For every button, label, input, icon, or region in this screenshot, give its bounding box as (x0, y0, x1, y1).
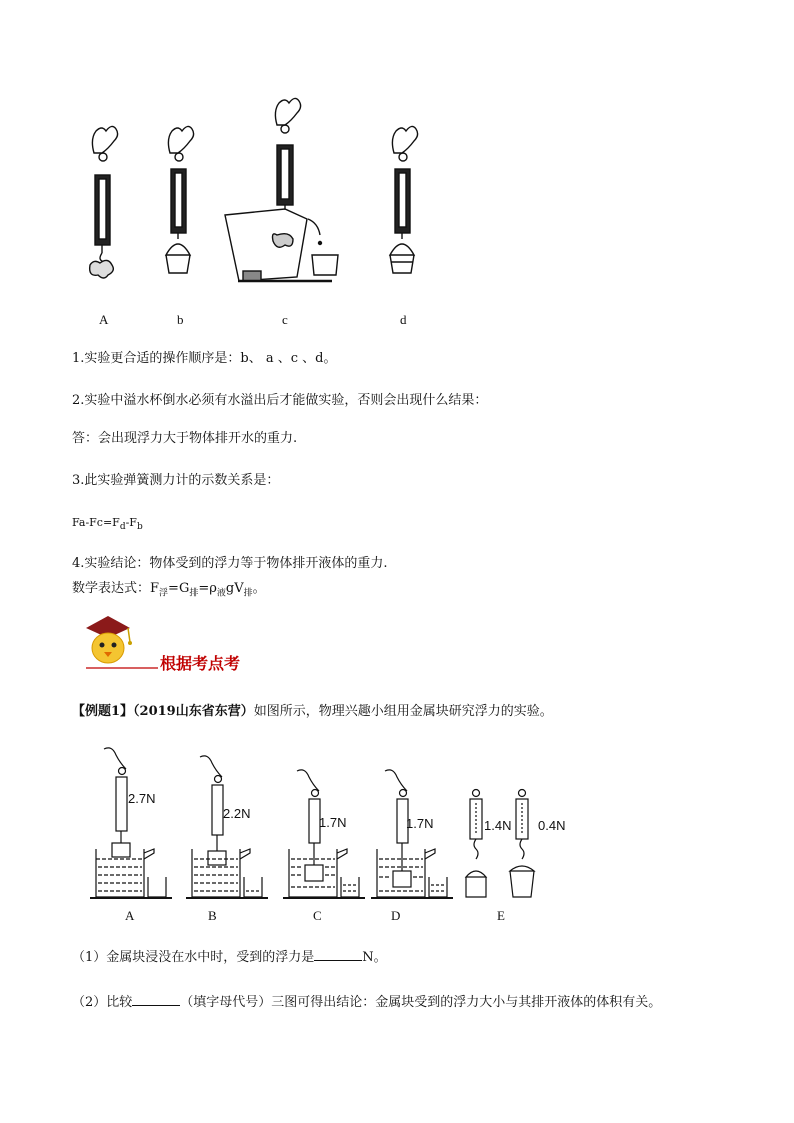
graduate-mascot-icon (78, 612, 158, 672)
figure2-label-d: D (391, 908, 401, 923)
question-3: 3.此实验弹簧测力计的示数关系是： (72, 473, 280, 488)
setup-b (186, 756, 268, 898)
spring-scale-a (90, 126, 118, 278)
figure2-label-b: B (208, 908, 217, 923)
sub-question-1-suffix: N。 (362, 950, 387, 965)
formula-part: -F (125, 516, 137, 529)
spring-scale-c (225, 98, 338, 281)
formula-part: =ρ (198, 581, 217, 596)
reading-b: 2.2N (223, 806, 251, 821)
example-source: （2019山东省东营） (133, 704, 254, 719)
question-2-answer: 答：会出现浮力大于物体排开水的重力. (72, 431, 298, 446)
reading-d: 1.7N (406, 816, 434, 831)
example-tag: 【例题1】 (72, 704, 134, 719)
formula-part: 数学表达式：F (72, 581, 160, 596)
setup-e (466, 790, 534, 898)
figure1-label-a: A (99, 312, 109, 327)
figure2-label-c: C (313, 908, 322, 923)
setup-a (90, 748, 172, 898)
answer-blank-1[interactable] (314, 948, 362, 961)
figure1-apparatus (70, 95, 450, 290)
formula-sub: d (119, 522, 126, 533)
reading-e1: 1.4N (484, 818, 512, 833)
figure1-label-d: d (400, 312, 407, 327)
sub-question-1 (72, 948, 387, 967)
spring-scale-d (390, 126, 418, 273)
figure2-label-e: E (497, 908, 505, 923)
answer-blank-2[interactable] (132, 993, 180, 1006)
formula-sub: 排 (243, 588, 253, 599)
formula-part: 。 (252, 581, 266, 596)
example-text: 如图所示，物理兴趣小组用金属块研究浮力的实验。 (253, 704, 553, 719)
formula-sub: 排 (189, 588, 199, 599)
section-title: 根据考点考 (160, 654, 241, 673)
reading-e2: 0.4N (538, 818, 566, 833)
setup-c (283, 770, 365, 898)
question-4-formula (72, 580, 266, 603)
figure1-label-b: b (177, 312, 184, 327)
formula-part: =G (168, 581, 190, 596)
formula-sub: 浮 (159, 588, 169, 599)
sub-question-2 (72, 993, 661, 1012)
formula-part: gV (225, 581, 244, 596)
formula-sub: 液 (216, 588, 226, 599)
figure1-label-c: c (282, 312, 288, 327)
setup-d (371, 770, 453, 898)
question-1: 1.实验更合适的操作顺序是：b、 a 、c 、d。 (72, 351, 337, 366)
question-4: 4.实验结论：物体受到的浮力等于物体排开液体的重力. (72, 556, 388, 571)
figure2-label-a: A (125, 908, 135, 923)
sub-question-2-suffix: （填字母代号）三图可得出结论：金属块受到的浮力大小与其排开液体的体积有关。 (180, 995, 662, 1010)
question-2: 2.实验中溢水杯倒水必须有水溢出后才能做实验，否则会出现什么结果： (72, 393, 488, 408)
sub-question-2-prefix: （2）比较 (72, 995, 133, 1010)
reading-c: 1.7N (319, 815, 347, 830)
spring-scale-b (166, 126, 194, 273)
reading-a: 2.7N (128, 791, 156, 806)
formula-sub: b (136, 522, 143, 533)
question-3-formula (72, 514, 143, 536)
formula-part: Fa-Fc=F (72, 516, 120, 529)
sub-question-1-prefix: （1）金属块浸没在水中时，受到的浮力是 (72, 950, 315, 965)
example-question (72, 703, 553, 721)
